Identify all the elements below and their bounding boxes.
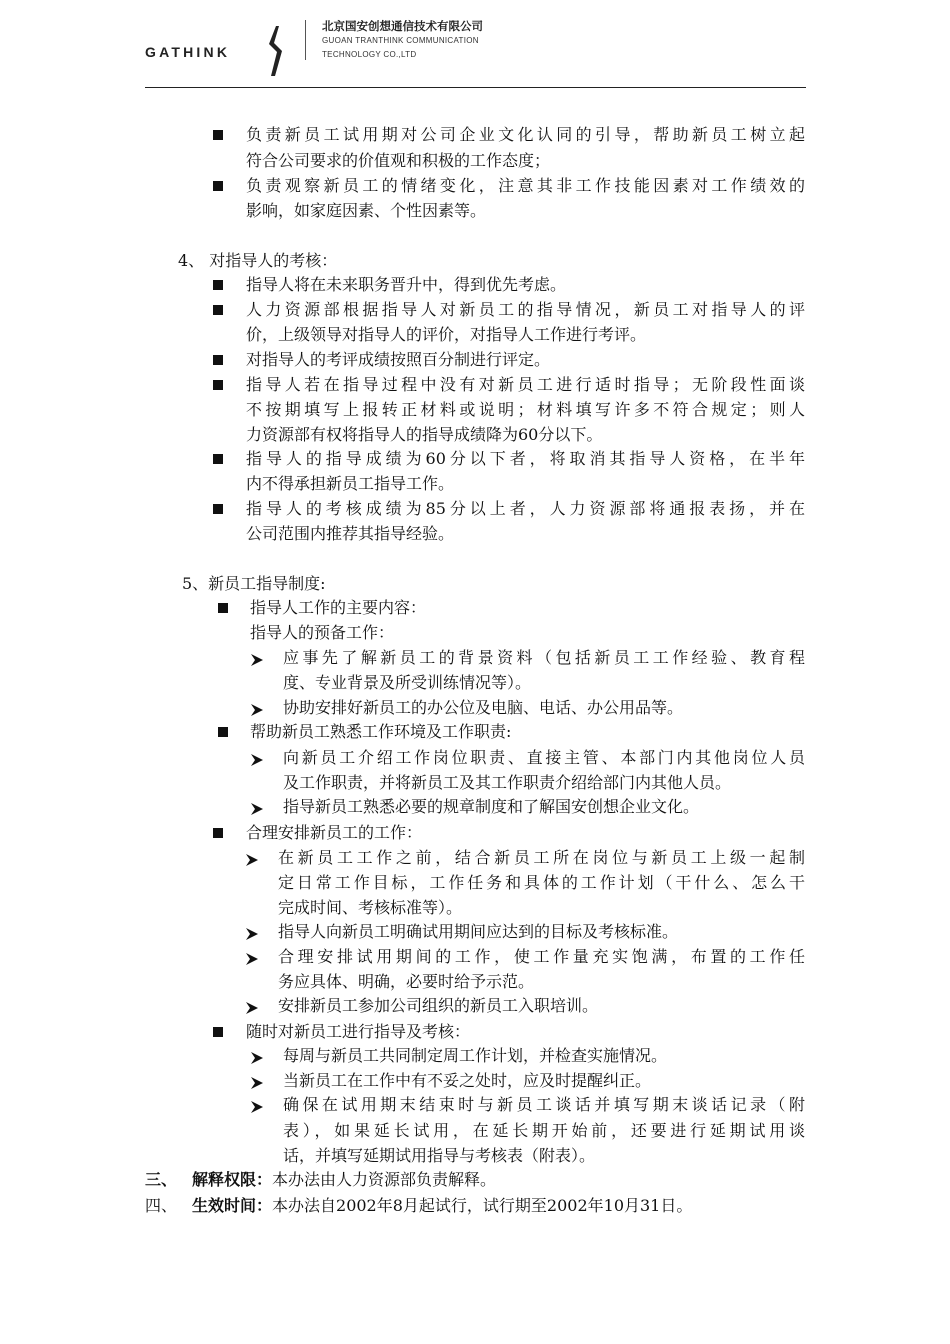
bullet-arrow-icon (250, 1076, 264, 1090)
body-line: 影响，如家庭因素、个性因素等。 (246, 201, 487, 220)
bullet-arrow-icon (245, 927, 259, 941)
bullet-arrow-icon (250, 653, 264, 667)
body-line: 安排新员工参加公司组织的新员工入职培训。 (278, 996, 599, 1015)
bullet-arrow-icon (250, 753, 264, 767)
body-line: 指导新员工熟悉必要的规章制度和了解国安创想企业文化。 (283, 797, 700, 816)
bullet-arrow-icon (245, 952, 259, 966)
bullet-square-icon (213, 454, 223, 464)
body-line: 负责新员工试用期对公司企业文化认同的引导，帮助新员工树立起 (246, 125, 805, 144)
body-line: 在新员工工作之前，结合新员工所在岗位与新员工上级一起制 (278, 848, 805, 867)
section-text: 本办法由人力资源部负责解释。 (272, 1170, 497, 1189)
bullet-square-icon (213, 305, 223, 315)
bullet-square-icon (218, 603, 228, 613)
body-line: 价，上级领导对指导人的评价，对指导人工作进行考评。 (246, 325, 647, 344)
section-text: 本办法自2002年8月起试行，试行期至2002年10月31日。 (272, 1196, 693, 1215)
company-name-en-2: TECHNOLOGY CO.,LTD (322, 50, 417, 59)
bullet-square-icon (213, 355, 223, 365)
bullet-square-icon (218, 727, 228, 737)
company-name-cn: 北京国安创想通信技术有限公司 (322, 19, 483, 33)
body-line: 人力资源部根据指导人对新员工的指导情况，新员工对指导人的评 (246, 300, 805, 319)
bullet-square-icon (213, 504, 223, 514)
body-line: 指导人的指导成绩为60分以下者，将取消其指导人资格，在半年 (246, 449, 805, 468)
section-3-row (192, 1170, 496, 1190)
company-logo: GATHINK (145, 44, 231, 60)
body-line: 表），如果延长试用，在延长期开始前，还要进行延期试用谈 (283, 1121, 805, 1140)
body-line: 指导人的考核成绩为85分以上者，人力资源部将通报表扬，并在 (246, 499, 805, 518)
bullet-arrow-icon (245, 1001, 259, 1015)
body-line: 当新员工在工作中有不妥之处时，应及时提醒纠正。 (283, 1071, 652, 1090)
body-line: 指导人的预备工作： (250, 623, 395, 642)
body-line: 完成时间、考核标准等）。 (278, 898, 463, 917)
body-line: 向新员工介绍工作岗位职责、直接主管、本部门内其他岗位人员 (283, 748, 805, 767)
body-line: 确保在试用期末结束时与新员工谈话并填写期末谈话记录（附 (283, 1095, 805, 1114)
body-line: 随时对新员工进行指导及考核： (246, 1022, 471, 1041)
bullet-square-icon (213, 380, 223, 390)
body-line: 务应具体、明确，必要时给予示范。 (278, 972, 535, 991)
body-line: 度、专业背景及所受训练情况等）。 (283, 673, 532, 692)
body-line: 协助安排好新员工的办公位及电脑、电话、办公用品等。 (283, 698, 684, 717)
bullet-square-icon (213, 1027, 223, 1037)
body-line: 符合公司要求的价值观和积极的工作态度； (246, 151, 551, 170)
bullet-arrow-icon (250, 1051, 264, 1065)
bullet-arrow-icon (250, 802, 264, 816)
body-line: 合理安排新员工的工作： (246, 823, 423, 842)
body-line: 帮助新员工熟悉工作环境及工作职责: (250, 722, 512, 741)
body-line: 及工作职责，并将新员工及其工作职责介绍给部门内其他人员。 (283, 773, 732, 792)
bullet-arrow-icon (250, 1100, 264, 1114)
body-line: 力资源部有权将指导人的指导成绩降为60分以下。 (246, 425, 603, 444)
logo-mark-icon (262, 26, 286, 76)
bullet-square-icon (213, 130, 223, 140)
body-line: 话，并填写延期试用指导与考核表（附表）。 (283, 1146, 596, 1165)
header-rule (145, 87, 806, 88)
body-line: 负责观察新员工的情绪变化，注意其非工作技能因素对工作绩效的 (246, 176, 805, 195)
company-name-en-1: GUOAN TRANTHINK COMMUNICATION (322, 36, 479, 45)
section-number: 四、 (145, 1196, 178, 1215)
body-line: 指导人将在未来职务晋升中，得到优先考虑。 (246, 275, 567, 294)
body-line: 对指导人的考评成绩按照百分制进行评定。 (246, 350, 551, 369)
body-line: 公司范围内推荐其指导经验。 (246, 524, 455, 543)
section-label: 生效时间： (192, 1196, 273, 1215)
body-line: 合理安排试用期间的工作，使工作量充实饱满，布置的工作任 (278, 947, 805, 966)
body-line: 每周与新员工共同制定周工作计划，并检查实施情况。 (283, 1046, 668, 1065)
bullet-square-icon (213, 828, 223, 838)
section-label: 解释权限： (192, 1170, 273, 1189)
bullet-arrow-icon (250, 703, 264, 717)
body-line: 指导人向新员工明确试用期间应达到的目标及考核标准。 (278, 922, 679, 941)
body-line: 定日常工作目标，工作任务和具体的工作计划（干什么、怎么干 (278, 873, 805, 892)
section-heading: 4、 对指导人的考核： (178, 251, 338, 270)
header-divider (305, 20, 306, 60)
body-line: 指导人若在指导过程中没有对新员工进行适时指导；无阶段性面谈 (246, 375, 805, 394)
section-number: 三、 (145, 1170, 178, 1189)
body-line: 应事先了解新员工的背景资料（包括新员工工作经验、教育程 (283, 648, 805, 667)
body-line: 不按期填写上报转正材料或说明；材料填写许多不符合规定；则人 (246, 400, 805, 419)
body-line: 内不得承担新员工指导工作。 (246, 474, 455, 493)
bullet-square-icon (213, 280, 223, 290)
bullet-square-icon (213, 181, 223, 191)
body-line: 指导人工作的主要内容： (250, 598, 427, 617)
section-4-row (192, 1196, 692, 1216)
section-heading: 5、新员工指导制度: (182, 574, 326, 593)
bullet-arrow-icon (245, 853, 259, 867)
